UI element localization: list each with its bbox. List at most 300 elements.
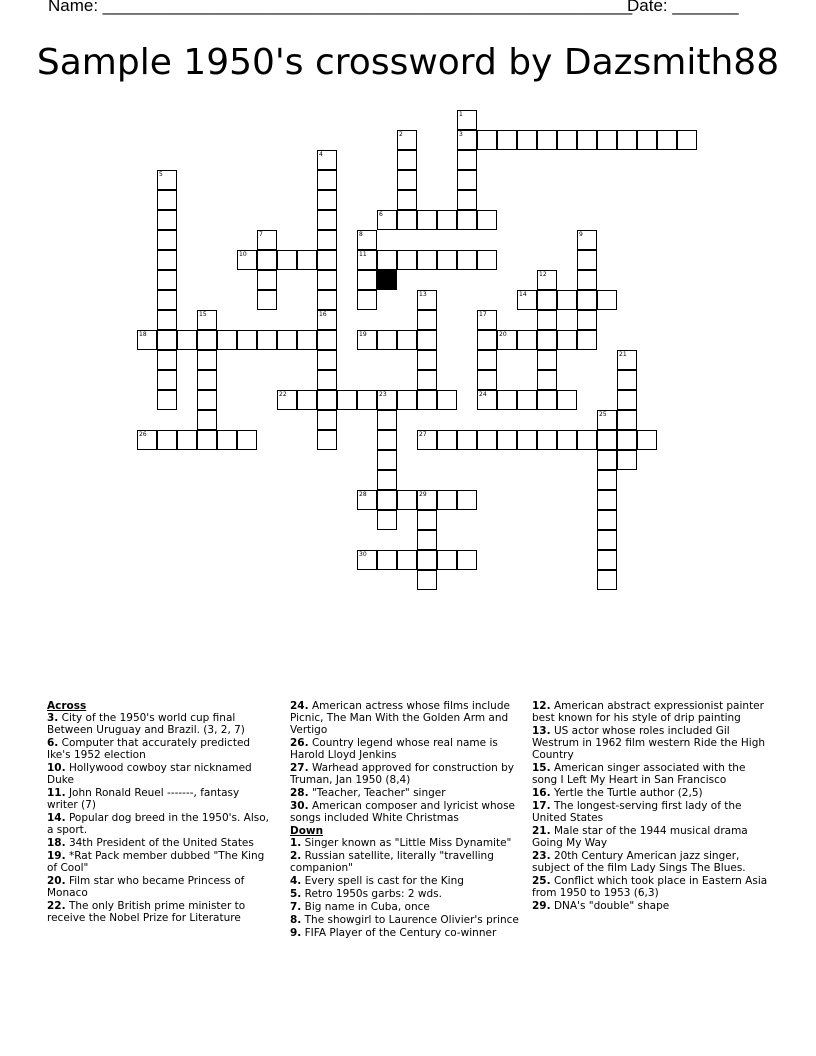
- grid-cell[interactable]: [557, 290, 577, 310]
- grid-cell[interactable]: [357, 330, 377, 350]
- grid-cell[interactable]: [477, 390, 497, 410]
- grid-cell[interactable]: [317, 410, 337, 430]
- grid-cell[interactable]: [597, 470, 617, 490]
- grid-cell[interactable]: [197, 310, 217, 330]
- grid-cell[interactable]: [317, 270, 337, 290]
- grid-cell[interactable]: [397, 550, 417, 570]
- grid-cell[interactable]: [557, 390, 577, 410]
- grid-cell[interactable]: [217, 330, 237, 350]
- grid-cell[interactable]: [597, 450, 617, 470]
- grid-cell[interactable]: [397, 210, 417, 230]
- clue-item: [47, 837, 272, 849]
- grid-cell[interactable]: [417, 350, 437, 370]
- grid-cell[interactable]: [477, 130, 497, 150]
- grid-cell[interactable]: [197, 390, 217, 410]
- grid-cell[interactable]: [597, 430, 617, 450]
- clue-text: Country legend whose real name is Harold Lloyd Jenkins: [290, 737, 498, 761]
- grid-cell[interactable]: [397, 250, 417, 270]
- grid-cell[interactable]: [357, 390, 377, 410]
- grid-cell[interactable]: [537, 370, 557, 390]
- grid-cell[interactable]: [617, 410, 637, 430]
- clue-number: 8: [359, 231, 363, 238]
- grid-cell[interactable]: [157, 310, 177, 330]
- grid-cell[interactable]: [157, 270, 177, 290]
- clue-number: 26: [139, 431, 147, 438]
- clue-item: [532, 900, 772, 912]
- grid-cell[interactable]: [377, 390, 397, 410]
- grid-cell[interactable]: [317, 190, 337, 210]
- grid-cell[interactable]: [457, 430, 477, 450]
- clue-number-label: 7.: [290, 901, 302, 913]
- clue-item: [290, 837, 520, 849]
- clue-text: 34th President of the United States: [65, 837, 254, 849]
- clue-text: Film star who became Princess of Monaco: [47, 875, 245, 899]
- grid-cell[interactable]: [417, 390, 437, 410]
- grid-cell[interactable]: [197, 350, 217, 370]
- grid-cell[interactable]: [317, 370, 337, 390]
- clue-number: 23: [379, 391, 387, 398]
- clue-number: 18: [139, 331, 147, 338]
- clue-number: 22: [279, 391, 287, 398]
- clue-item: [290, 700, 520, 736]
- grid-cell[interactable]: [457, 110, 477, 130]
- clue-item: [290, 875, 520, 887]
- clue-text: Conflict which took place in Eastern Asia from 1950 to 1953 (6,3): [532, 875, 768, 899]
- clue-number-label: 20.: [47, 875, 66, 887]
- clue-text: *Rat Pack member dubbed "The King of Cool": [47, 850, 265, 874]
- clue-number-label: 10.: [47, 762, 66, 774]
- grid-cell[interactable]: [557, 130, 577, 150]
- grid-cell[interactable]: [457, 250, 477, 270]
- clue-item: [290, 800, 520, 824]
- grid-cell[interactable]: [397, 150, 417, 170]
- clue-item: [47, 762, 272, 786]
- grid-cell[interactable]: [557, 330, 577, 350]
- grid-cell[interactable]: [597, 490, 617, 510]
- grid-cell[interactable]: [597, 410, 617, 430]
- grid-cell[interactable]: [417, 250, 437, 270]
- grid-cell[interactable]: [157, 230, 177, 250]
- clue-number: 2: [399, 131, 403, 138]
- clue-item: [47, 875, 272, 899]
- grid-cell[interactable]: [277, 390, 297, 410]
- grid-cell[interactable]: [577, 290, 597, 310]
- clue-text: American abstract expressionist painter best known for his style of drip painting: [532, 700, 764, 724]
- grid-cell[interactable]: [597, 510, 617, 530]
- grid-cell[interactable]: [377, 450, 397, 470]
- clue-item: [532, 850, 772, 874]
- grid-cell[interactable]: [157, 170, 177, 190]
- grid-cell[interactable]: [377, 470, 397, 490]
- grid-cell[interactable]: [257, 290, 277, 310]
- clue-number: 6: [379, 211, 383, 218]
- grid-cell[interactable]: [477, 330, 497, 350]
- grid-cell[interactable]: [237, 330, 257, 350]
- grid-cell[interactable]: [517, 290, 537, 310]
- across-heading: Across: [47, 700, 87, 712]
- grid-cell[interactable]: [537, 430, 557, 450]
- date-field[interactable]: Date: _______: [627, 0, 739, 15]
- grid-cell[interactable]: [617, 370, 637, 390]
- clue-number-label: 12.: [532, 700, 551, 712]
- grid-cell[interactable]: [577, 430, 597, 450]
- clue-number: 19: [359, 331, 367, 338]
- clue-number: 17: [479, 311, 487, 318]
- grid-cell[interactable]: [437, 430, 457, 450]
- grid-cell[interactable]: [377, 250, 397, 270]
- grid-cell[interactable]: [197, 330, 217, 350]
- grid-cell[interactable]: [477, 370, 497, 390]
- clue-item: [47, 712, 272, 736]
- clue-text: Popular dog breed in the 1950's. Also, a sport.: [47, 812, 269, 836]
- clue-number-label: 25.: [532, 875, 551, 887]
- grid-cell[interactable]: [617, 350, 637, 370]
- grid-cell[interactable]: [597, 550, 617, 570]
- clue-number-label: 27.: [290, 762, 309, 774]
- grid-cell[interactable]: [537, 310, 557, 330]
- grid-cell[interactable]: [157, 190, 177, 210]
- clue-text: The longest-serving first lady of the United States: [532, 800, 742, 824]
- clue-text: FIFA Player of the Century co-winner: [301, 927, 497, 939]
- grid-cell[interactable]: [677, 130, 697, 150]
- clue-number-label: 24.: [290, 700, 309, 712]
- grid-cell[interactable]: [317, 230, 337, 250]
- grid-cell[interactable]: [617, 130, 637, 150]
- grid-cell[interactable]: [317, 330, 337, 350]
- grid-cell[interactable]: [397, 130, 417, 150]
- grid-cell[interactable]: [317, 250, 337, 270]
- clue-number: 7: [259, 231, 263, 238]
- grid-cell[interactable]: [437, 390, 457, 410]
- clue-number-label: 26.: [290, 737, 309, 749]
- clue-number-label: 22.: [47, 900, 66, 912]
- grid-cell[interactable]: [517, 130, 537, 150]
- grid-cell[interactable]: [157, 250, 177, 270]
- clue-text: The only British prime minister to receive the Nobel Prize for Literature: [47, 900, 246, 924]
- clue-text: Russian satellite, literally "travelling companion": [290, 850, 494, 874]
- clue-text: Every spell is cast for the King: [301, 875, 464, 887]
- grid-cell[interactable]: [477, 350, 497, 370]
- grid-cell[interactable]: [457, 490, 477, 510]
- grid-cell[interactable]: [137, 330, 157, 350]
- clue-number-label: 5.: [290, 888, 302, 900]
- clue-number: 25: [599, 411, 607, 418]
- grid-cell[interactable]: [497, 330, 517, 350]
- grid-cell[interactable]: [317, 210, 337, 230]
- grid-cell[interactable]: [417, 550, 437, 570]
- clue-number-label: 1.: [290, 837, 302, 849]
- clue-item: [290, 762, 520, 786]
- clue-text: Hollywood cowboy star nicknamed Duke: [47, 762, 252, 786]
- clue-text: Male star of the 1944 musical drama Going My Way: [532, 825, 748, 849]
- grid-cell[interactable]: [297, 390, 317, 410]
- clue-text: Retro 1950s garbs: 2 wds.: [301, 888, 442, 900]
- clue-text: DNA's "double" shape: [550, 900, 670, 912]
- clue-number: 9: [579, 231, 583, 238]
- grid-cell[interactable]: [157, 390, 177, 410]
- clue-number: 24: [479, 391, 487, 398]
- clue-number: 28: [359, 491, 367, 498]
- clue-number-label: 23.: [532, 850, 551, 862]
- grid-cell[interactable]: [317, 350, 337, 370]
- grid-cell[interactable]: [257, 270, 277, 290]
- grid-cell[interactable]: [417, 210, 437, 230]
- grid-cell[interactable]: [437, 250, 457, 270]
- grid-cell[interactable]: [157, 430, 177, 450]
- clue-number-label: 3.: [47, 712, 59, 724]
- grid-cell[interactable]: [477, 310, 497, 330]
- clue-number-label: 28.: [290, 787, 309, 799]
- grid-cell[interactable]: [357, 490, 377, 510]
- grid-cell[interactable]: [197, 410, 217, 430]
- clue-item: [532, 787, 772, 799]
- clue-item: [290, 850, 520, 874]
- grid-cell[interactable]: [517, 430, 537, 450]
- clue-number: 3: [459, 131, 463, 138]
- grid-cell[interactable]: [437, 490, 457, 510]
- clue-number-label: 18.: [47, 837, 66, 849]
- clue-item: [47, 900, 272, 924]
- clue-item: [532, 825, 772, 849]
- grid-cell[interactable]: [517, 390, 537, 410]
- grid-cell[interactable]: [577, 230, 597, 250]
- grid-cell[interactable]: [377, 550, 397, 570]
- grid-cell[interactable]: [157, 350, 177, 370]
- clue-item: [290, 901, 520, 913]
- clue-item: [532, 875, 772, 899]
- grid-cell[interactable]: [477, 430, 497, 450]
- grid-cell[interactable]: [337, 390, 357, 410]
- grid-cell[interactable]: [317, 390, 337, 410]
- grid-cell[interactable]: [317, 290, 337, 310]
- clue-number-label: 9.: [290, 927, 302, 939]
- grid-cell[interactable]: [577, 130, 597, 150]
- clue-number: 30: [359, 551, 367, 558]
- grid-cell[interactable]: [557, 430, 577, 450]
- clue-text: American composer and lyricist whose songs included White Christmas: [290, 800, 516, 824]
- clue-text: Warhead approved for construction by Truman, Jan 1950 (8,4): [290, 762, 515, 786]
- grid-cell[interactable]: [297, 330, 317, 350]
- grid-cell[interactable]: [637, 130, 657, 150]
- grid-cell[interactable]: [357, 250, 377, 270]
- clue-text: 20th Century American jazz singer, subject of the film Lady Sings The Blues.: [532, 850, 746, 874]
- clue-text: American actress whose films include Picnic, The Man With the Golden Arm and Vertigo: [290, 700, 510, 736]
- grid-cell[interactable]: [417, 570, 437, 590]
- clue-item: [290, 787, 520, 799]
- grid-cell[interactable]: [497, 390, 517, 410]
- grid-cell[interactable]: [177, 430, 197, 450]
- grid-cell[interactable]: [417, 530, 437, 550]
- grid-cell[interactable]: [417, 370, 437, 390]
- clue-item: [47, 737, 272, 761]
- clue-item: [47, 850, 272, 874]
- grid-cell[interactable]: [317, 430, 337, 450]
- grid-cell[interactable]: [237, 430, 257, 450]
- grid-cell[interactable]: [397, 190, 417, 210]
- clue-text: Singer known as "Little Miss Dynamite": [301, 837, 512, 849]
- grid-cell[interactable]: [397, 490, 417, 510]
- clue-item: [532, 700, 772, 724]
- clue-number-label: 14.: [47, 812, 66, 824]
- grid-cell[interactable]: [177, 330, 197, 350]
- grid-cell[interactable]: [277, 330, 297, 350]
- grid-cell[interactable]: [477, 250, 497, 270]
- clue-number-label: 11.: [47, 787, 66, 799]
- clue-item: [290, 888, 520, 900]
- clue-number: 16: [319, 311, 327, 318]
- grid-cell[interactable]: [317, 310, 337, 330]
- grid-cell[interactable]: [597, 530, 617, 550]
- grid-cell[interactable]: [217, 430, 237, 450]
- clue-number: 5: [159, 171, 163, 178]
- grid-cell[interactable]: [457, 170, 477, 190]
- clue-number: 12: [539, 271, 547, 278]
- grid-cell[interactable]: [657, 130, 677, 150]
- grid-cell[interactable]: [537, 130, 557, 150]
- grid-cell[interactable]: [537, 330, 557, 350]
- grid-cell[interactable]: [537, 290, 557, 310]
- clue-item: [290, 914, 520, 926]
- grid-cell[interactable]: [397, 390, 417, 410]
- grid-cell[interactable]: [457, 150, 477, 170]
- clue-number-label: 16.: [532, 787, 551, 799]
- grid-cell[interactable]: [517, 330, 537, 350]
- clue-number-label: 4.: [290, 875, 302, 887]
- grid-cell[interactable]: [377, 330, 397, 350]
- grid-cell[interactable]: [597, 570, 617, 590]
- grid-cell[interactable]: [617, 430, 637, 450]
- grid-cell[interactable]: [237, 250, 257, 270]
- clue-number: 27: [419, 431, 427, 438]
- grid-cell[interactable]: [377, 430, 397, 450]
- grid-cell[interactable]: [297, 250, 317, 270]
- clue-number-label: 30.: [290, 800, 309, 812]
- clue-text: Computer that accurately predicted Ike's 1952 election: [47, 737, 251, 761]
- clues-column-2: [290, 700, 520, 940]
- grid-cell[interactable]: [577, 310, 597, 330]
- clue-text: US actor whose roles included Gil Westrum in 1962 film western Ride the High Country: [532, 725, 766, 761]
- clue-number: 11: [359, 251, 367, 258]
- clue-number-label: 17.: [532, 800, 551, 812]
- grid-cell[interactable]: [377, 410, 397, 430]
- grid-cell[interactable]: [577, 250, 597, 270]
- grid-cell[interactable]: [417, 310, 437, 330]
- clue-number-label: 2.: [290, 850, 302, 862]
- grid-cell[interactable]: [377, 210, 397, 230]
- grid-cell[interactable]: [357, 550, 377, 570]
- grid-cell[interactable]: [537, 270, 557, 290]
- grid-cell[interactable]: [157, 210, 177, 230]
- grid-cell[interactable]: [577, 330, 597, 350]
- black-cell: [377, 270, 397, 290]
- clue-text: Yertle the Turtle author (2,5): [550, 787, 703, 799]
- clue-number: 14: [519, 291, 527, 298]
- grid-cell[interactable]: [417, 430, 437, 450]
- clues-column-1: [47, 700, 272, 925]
- clue-number-label: 13.: [532, 725, 551, 737]
- clue-number: 13: [419, 291, 427, 298]
- grid-cell[interactable]: [197, 370, 217, 390]
- grid-cell[interactable]: [277, 250, 297, 270]
- grid-cell[interactable]: [457, 130, 477, 150]
- grid-cell[interactable]: [417, 330, 437, 350]
- grid-cell[interactable]: [417, 490, 437, 510]
- grid-cell[interactable]: [317, 150, 337, 170]
- clue-text: Big name in Cuba, once: [301, 901, 430, 913]
- grid-cell[interactable]: [457, 210, 477, 230]
- grid-cell[interactable]: [617, 390, 637, 410]
- clue-text: American singer associated with the song I Left My Heart in San Francisco: [532, 762, 746, 786]
- clue-item: [532, 725, 772, 761]
- clue-text: The showgirl to Laurence Olivier's prince: [301, 914, 519, 926]
- clue-item: [290, 737, 520, 761]
- grid-cell[interactable]: [157, 330, 177, 350]
- grid-cell[interactable]: [437, 210, 457, 230]
- clue-number-label: 29.: [532, 900, 551, 912]
- grid-cell[interactable]: [157, 290, 177, 310]
- grid-cell[interactable]: [457, 550, 477, 570]
- clue-number: 10: [239, 251, 247, 258]
- grid-cell[interactable]: [357, 270, 377, 290]
- grid-cell[interactable]: [357, 290, 377, 310]
- down-heading: Down: [290, 825, 324, 837]
- grid-cell[interactable]: [357, 230, 377, 250]
- grid-cell[interactable]: [497, 130, 517, 150]
- grid-cell[interactable]: [497, 430, 517, 450]
- clue-text: "Teacher, Teacher" singer: [308, 787, 446, 799]
- grid-cell[interactable]: [377, 490, 397, 510]
- grid-cell[interactable]: [257, 330, 277, 350]
- grid-cell[interactable]: [257, 250, 277, 270]
- clue-number: 4: [319, 151, 323, 158]
- clue-number-label: 19.: [47, 850, 66, 862]
- grid-cell[interactable]: [377, 510, 397, 530]
- grid-cell[interactable]: [477, 210, 497, 230]
- grid-cell[interactable]: [537, 350, 557, 370]
- clue-text: City of the 1950's world cup final Between Uruguay and Brazil. (3, 2, 7): [47, 712, 245, 736]
- grid-cell[interactable]: [317, 170, 337, 190]
- grid-cell[interactable]: [197, 430, 217, 450]
- grid-cell[interactable]: [597, 290, 617, 310]
- clue-number: 20: [499, 331, 507, 338]
- grid-cell[interactable]: [417, 510, 437, 530]
- grid-cell[interactable]: [597, 130, 617, 150]
- clues-column-3: [532, 700, 772, 913]
- clue-item: [532, 800, 772, 824]
- clue-number: 15: [199, 311, 207, 318]
- grid-cell[interactable]: [157, 370, 177, 390]
- clue-item: [532, 762, 772, 786]
- grid-cell[interactable]: [397, 170, 417, 190]
- grid-cell[interactable]: [257, 230, 277, 250]
- grid-cell[interactable]: [577, 270, 597, 290]
- grid-cell[interactable]: [137, 430, 157, 450]
- clue-item: [290, 927, 520, 939]
- grid-cell[interactable]: [417, 290, 437, 310]
- grid-cell[interactable]: [637, 430, 657, 450]
- name-field[interactable]: Name: ________________________________________________________: [48, 0, 633, 15]
- clue-number: 1: [459, 111, 463, 118]
- clue-number-label: 15.: [532, 762, 551, 774]
- grid-cell[interactable]: [397, 330, 417, 350]
- grid-cell[interactable]: [537, 390, 557, 410]
- clue-item: [47, 787, 272, 811]
- clue-number-label: 8.: [290, 914, 302, 926]
- grid-cell[interactable]: [437, 550, 457, 570]
- grid-cell[interactable]: [457, 190, 477, 210]
- clue-number: 29: [419, 491, 427, 498]
- grid-cell[interactable]: [617, 450, 637, 470]
